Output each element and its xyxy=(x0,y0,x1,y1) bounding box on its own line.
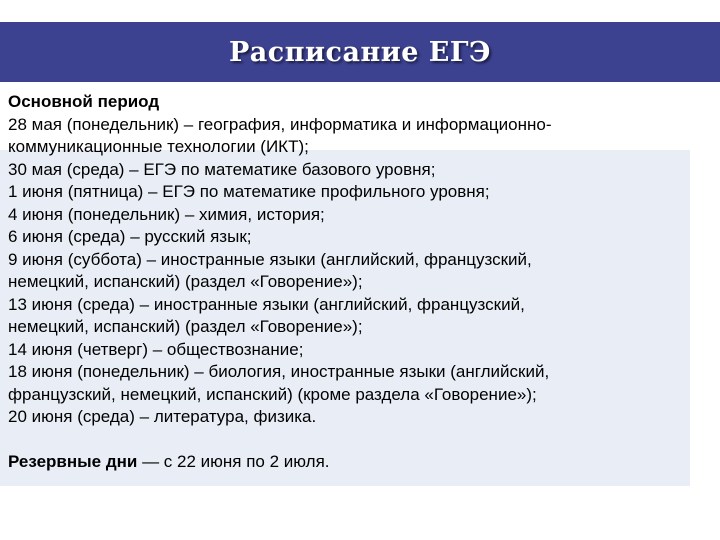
schedule-line: 20 июня (среда) – литература, физика. xyxy=(8,407,317,426)
schedule-line: 13 июня (среда) – иностранные языки (английский, французский, xyxy=(8,294,525,314)
spacer xyxy=(8,429,708,452)
schedule-line: 6 июня (среда) – русский язык; xyxy=(8,227,252,246)
reserve-days xyxy=(8,451,708,474)
reserve-days-text: — с 22 июня по 2 июля. xyxy=(137,452,330,471)
schedule-line: немецкий, испанский) (раздел «Говорение»); xyxy=(8,317,363,336)
schedule-line: коммуникационные технологии (ИКТ); xyxy=(8,137,309,156)
schedule-line: 30 мая (среда) – ЕГЭ по математике базового уровня; xyxy=(8,159,436,179)
schedule-line: 1 июня (пятница) – ЕГЭ по математике профильного уровня; xyxy=(8,182,490,201)
schedule-line: 18 июня (понедельник) – биология, иностранные языки (английский, xyxy=(8,362,550,381)
reserve-days-label: Резервные дни xyxy=(8,452,138,471)
schedule-heading: Основной период xyxy=(8,92,160,111)
schedule-line: немецкий, испанский) (раздел «Говорение»); xyxy=(8,272,363,291)
slide-title: Расписание ЕГЭ xyxy=(228,36,492,68)
schedule-line: 28 мая (понедельник) – география, информатика и информационно- xyxy=(8,114,552,134)
schedule-line: 4 июня (понедельник) – химия, история; xyxy=(8,204,325,224)
schedule-content xyxy=(8,91,708,474)
schedule-line: 14 июня (четверг) – обществознание; xyxy=(8,339,304,359)
schedule-line: французский, немецкий, испанский) (кроме раздела «Говорение»); xyxy=(8,384,537,404)
title-bar xyxy=(0,22,720,82)
schedule-line: 9 июня (суббота) – иностранные языки (английский, французский, xyxy=(8,249,532,269)
